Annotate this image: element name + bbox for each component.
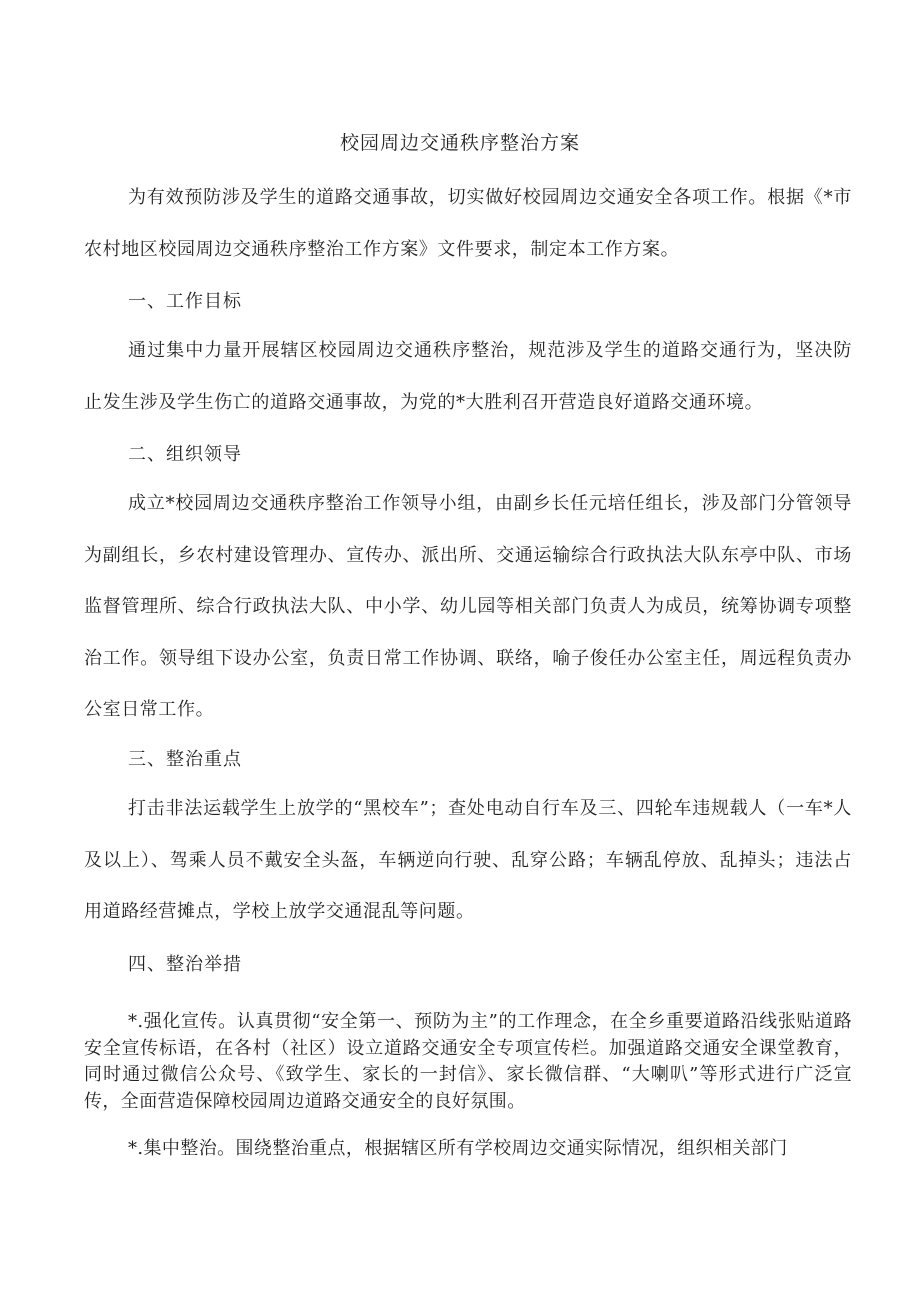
section-body-goals: 通过集中力量开展辖区校园周边交通秩序整治，规范涉及学生的道路交通行为，坚决防止发生涉及学生伤亡的道路交通事故，为党的*大胜利召开营造良好道路交通环境。 <box>84 340 852 413</box>
measure-item-rectification: *.集中整治。围绕整治重点，根据辖区所有学校周边交通实际情况，组织相关部门 <box>128 1138 788 1159</box>
section-heading-focus: 三、整治重点 <box>128 749 242 770</box>
intro-paragraph: 为有效预防涉及学生的道路交通事故，切实做好校园周边交通安全各项工作。根据《*市农村地区校园周边交通秩序整治工作方案》文件要求，制定本工作方案。 <box>84 187 852 260</box>
section-body-organization: 成立*校园周边交通秩序整治工作领导小组，由副乡长任元培任组长，涉及部门分管领导为副组长，乡农村建设管理办、宣传办、派出所、交通运输综合行政执法大队东亭中队、市场监督管理所、综合行政执法大队、中小学、幼儿园等相关部门负责人为成员，统筹协调专项整治工作。领导组下设办公室，负责日常工作协调、联络，喻子俊任办公室主任，周远程负责办公室日常工作。 <box>84 493 852 720</box>
measure-item-publicity: *.强化宣传。认真贯彻“安全第一、预防为主”的工作理念，在全乡重要道路沿线张贴道路安全宣传标语，在各村（社区）设立道路交通安全专项宣传栏。加强道路交通安全课堂教育，同时通过微信公众号、《致学生、家长的一封信》、家长微信群、“大喇叭”等形式进行广泛宣传，全面营造保障校园周边道路交通安全的良好氛围。 <box>84 1011 852 1112</box>
document-title: 校园周边交通秩序整治方案 <box>339 132 580 154</box>
section-heading-measures: 四、整治举措 <box>128 954 242 975</box>
section-heading-organization: 二、组织领导 <box>128 444 242 465</box>
section-heading-goals: 一、工作目标 <box>128 291 242 312</box>
section-body-focus: 打击非法运载学生上放学的“黑校车”；查处电动自行车及三、四轮车违规载人（一车*人及以上）、驾乘人员不戴安全头盔，车辆逆向行驶、乱穿公路；车辆乱停放、乱掉头；违法占用道路经营摊点，学校上放学交通混乱等问题。 <box>84 798 852 922</box>
